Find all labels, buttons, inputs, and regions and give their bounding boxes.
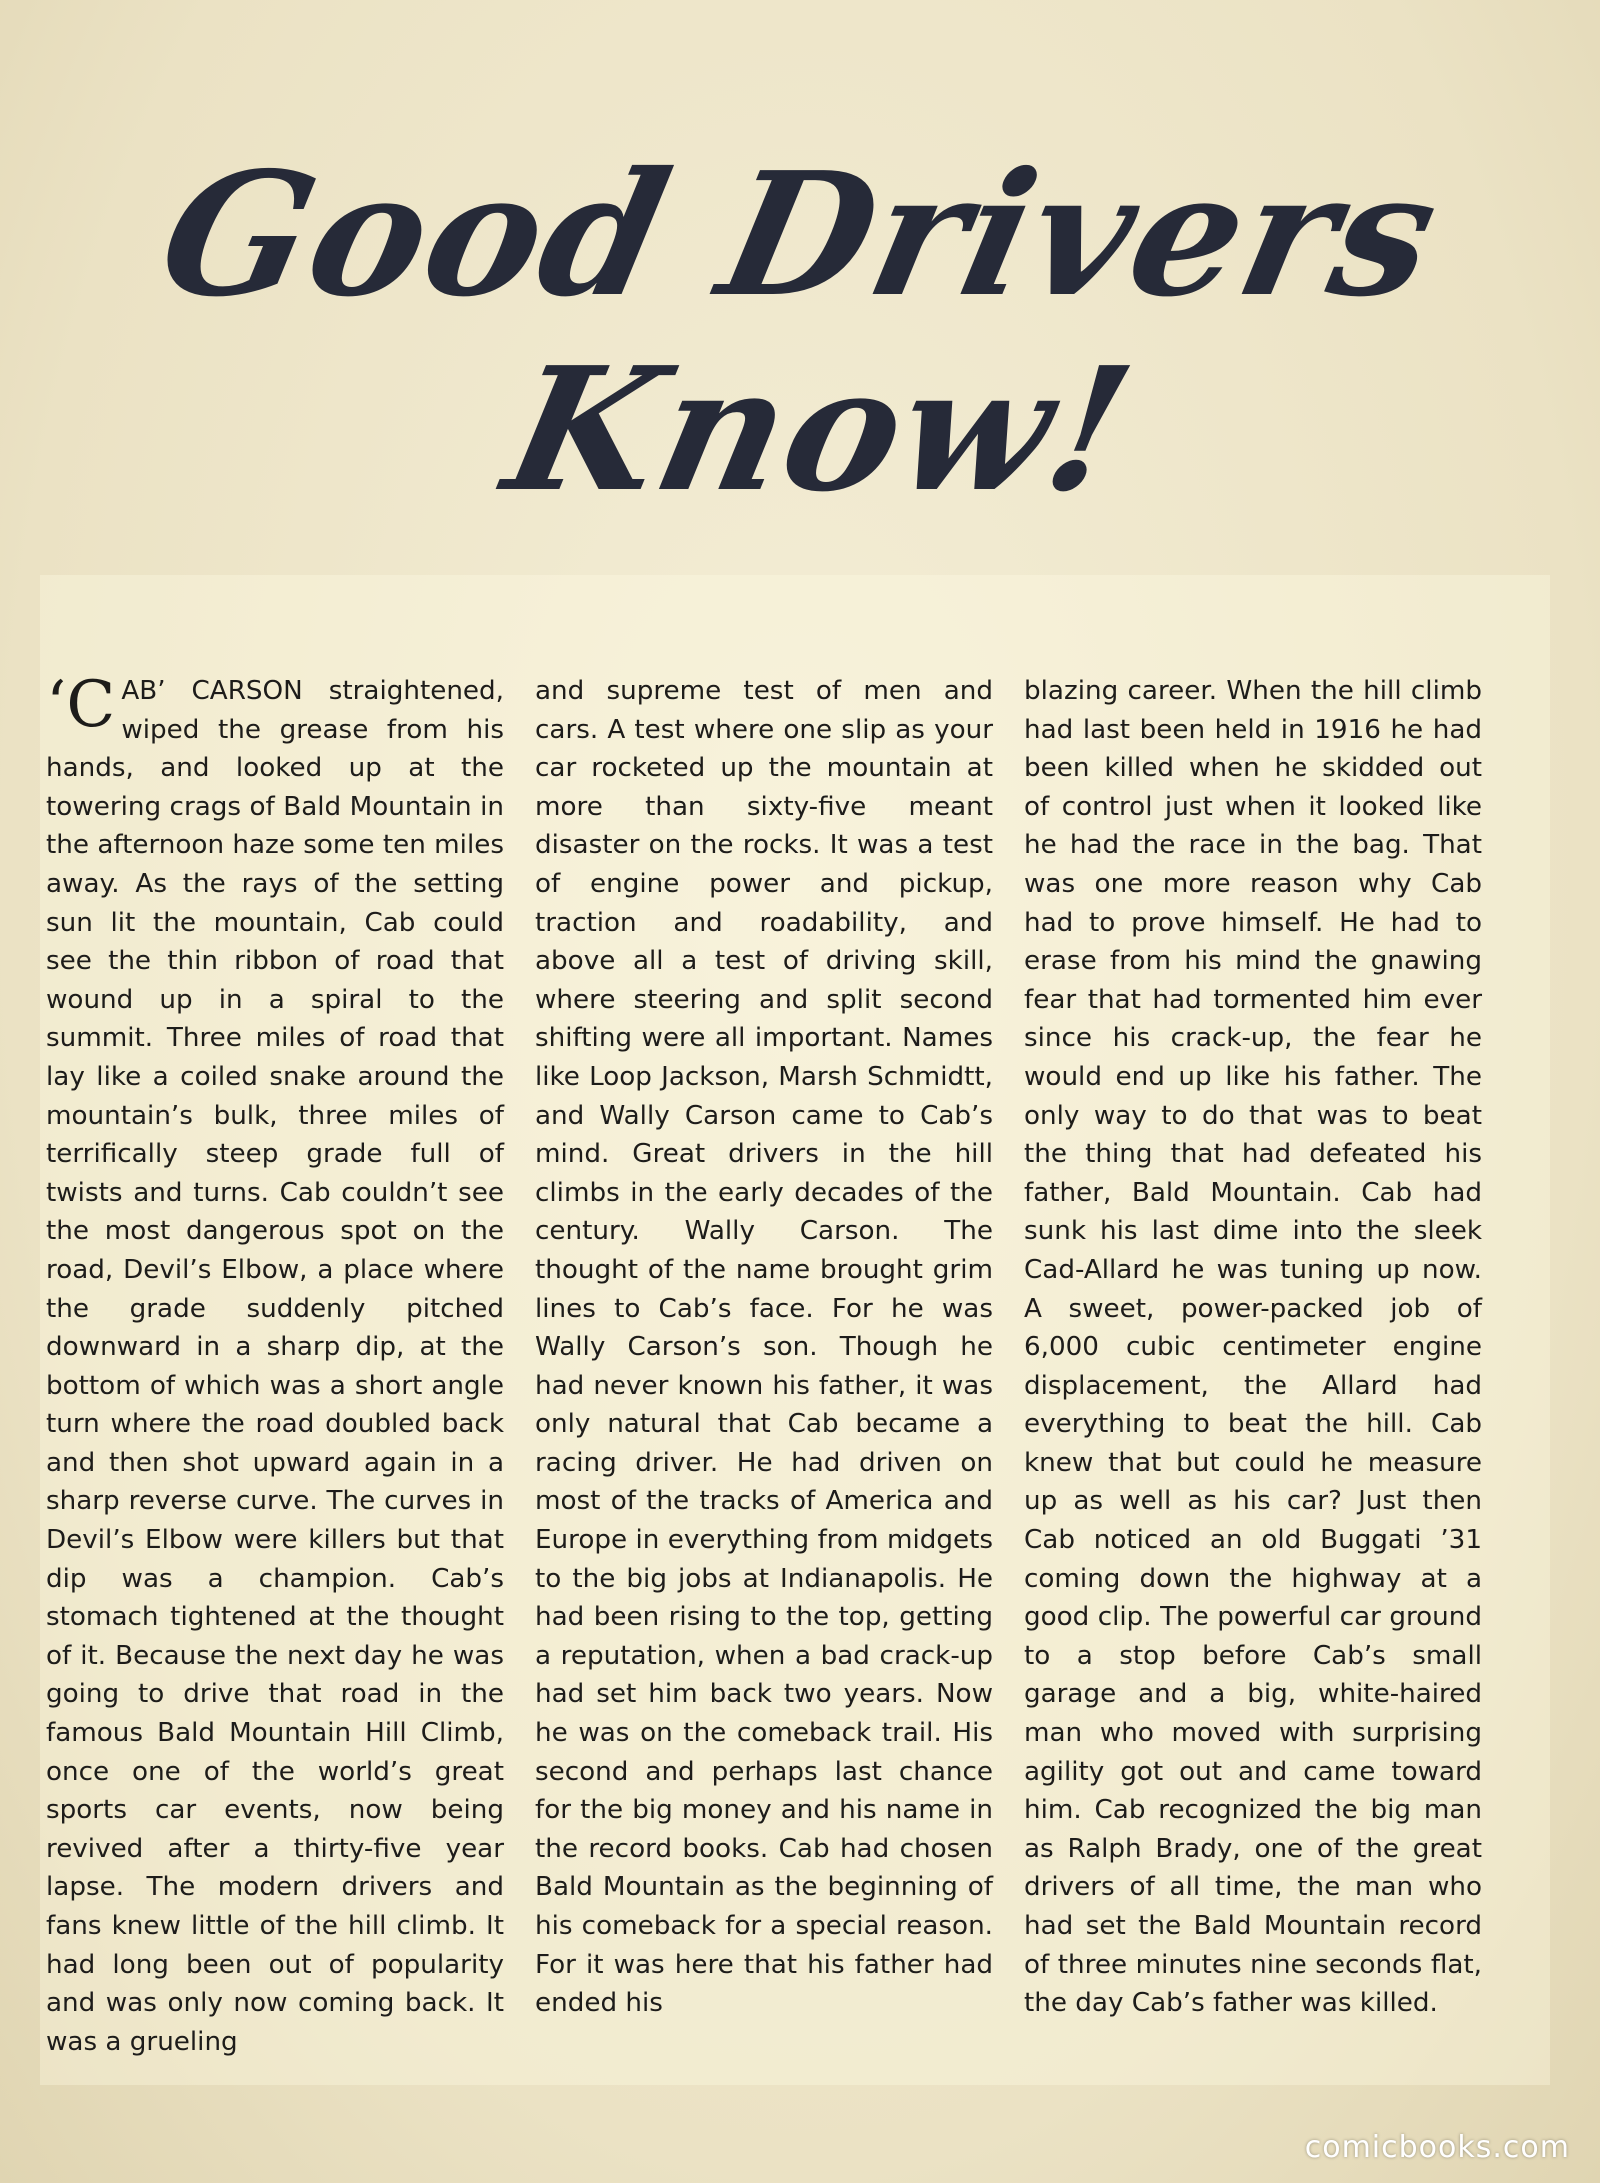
story-column-2: and supreme test of men and cars. A test where one slip as your car rocketed up the mountain at more than sixty-five meant disaster on the rocks. It was a test of engine power and pickup, traction and roadability, and above all a test of driving skill, where steering and split second shifting were all important. Names like Loop Jackson, Marsh Schmidtt, and Wally Carson came to Cab’s mind. Great drivers in the hill climbs in the early decades of the century. Wally Carson. The thought of the name brought grim lines to Cab’s face. For he was Wally Carson’s son. Though he had never known his father, it was only natural that Cab became a racing driver. He had driven on most of the tracks of America and Europe in everything from midgets to the big jobs at Indianapolis. He had been rising to the top, getting a reputation, when a bad crack-up had set him back two years. Now he was on the comeback trail. His second and perhaps last chance for the big money and his name in the record books. Cab had chosen Bald Mountain as the beginning of his comeback for a special reason. For it was here that his father had ended his bbox=[535, 676, 993, 2019]
drop-cap: ‘C bbox=[46, 668, 116, 742]
story-column-3: blazing career. When the hill climb had last been held in 1916 he had been killed when he skidded out of control just when it looked like he had the race in the bag. That was one more reason why Cab had to prove himself. He had to erase from his mind the gnawing fear that had tormented him ever since his crack-up, the fear he would end up like his father. The only way to do that was to beat the thing that had defeated his father, Bald Mountain. Cab had sunk his last dime into the sleek Cad-Allard he was tuning up now. A sweet, power-packed job of 6,000 cubic centimeter engine displacement, the Allard had everything to beat the hill. Cab knew that but could he measure up as well as his car? Just then Cab noticed an old Buggati ’31 coming down the highway at a good clip. The powerful car ground to a stop before Cab’s small garage and a big, white-haired man who moved with surprising agility got out and came toward him. Cab recognized the big man as Ralph Brady, one of the great drivers of all time, the man who had set the Bald Mountain record of three minutes nine seconds flat, the day Cab’s father was killed. bbox=[1024, 676, 1482, 2019]
story-title-line-2: Know! bbox=[490, 330, 1150, 530]
story-column-1 bbox=[46, 668, 504, 2062]
column-1-text: AB’ CARSON straightened, wiped the grease from his hands, and looked up at the towering crags of Bald Mountain in the afternoon haze some ten miles away. As the rays of the setting sun lit the mountain, Cab could see the thin ribbon of road that wound up in a spiral to the summit. Three miles of road that lay like a coiled snake around the mountain’s bulk, three miles of terrifically steep grade full of twists and turns. Cab couldn’t see the most dangerous spot on the road, Devil’s Elbow, a place where the grade suddenly pitched downward in a sharp dip, at the bottom of which was a short angle turn where the road doubled back and then shot upward again in a sharp reverse curve. The curves in Devil’s Elbow were killers but that dip was a champion. Cab’s stomach tightened at the thought of it. Because the next day he was going to drive that road in the famous Bald Mountain Hill Climb, once one of the world’s great sports car events, now being revived after a thirty-five year lapse. The modern drivers and fans knew little of the hill climb. It had long been out of popularity and was only now coming back. It was a grueling bbox=[46, 676, 504, 2057]
story-title-line-1: Good Drivers bbox=[144, 135, 1456, 335]
watermark: comicbooks.com bbox=[1304, 2130, 1570, 2165]
story-columns bbox=[46, 668, 1482, 2062]
